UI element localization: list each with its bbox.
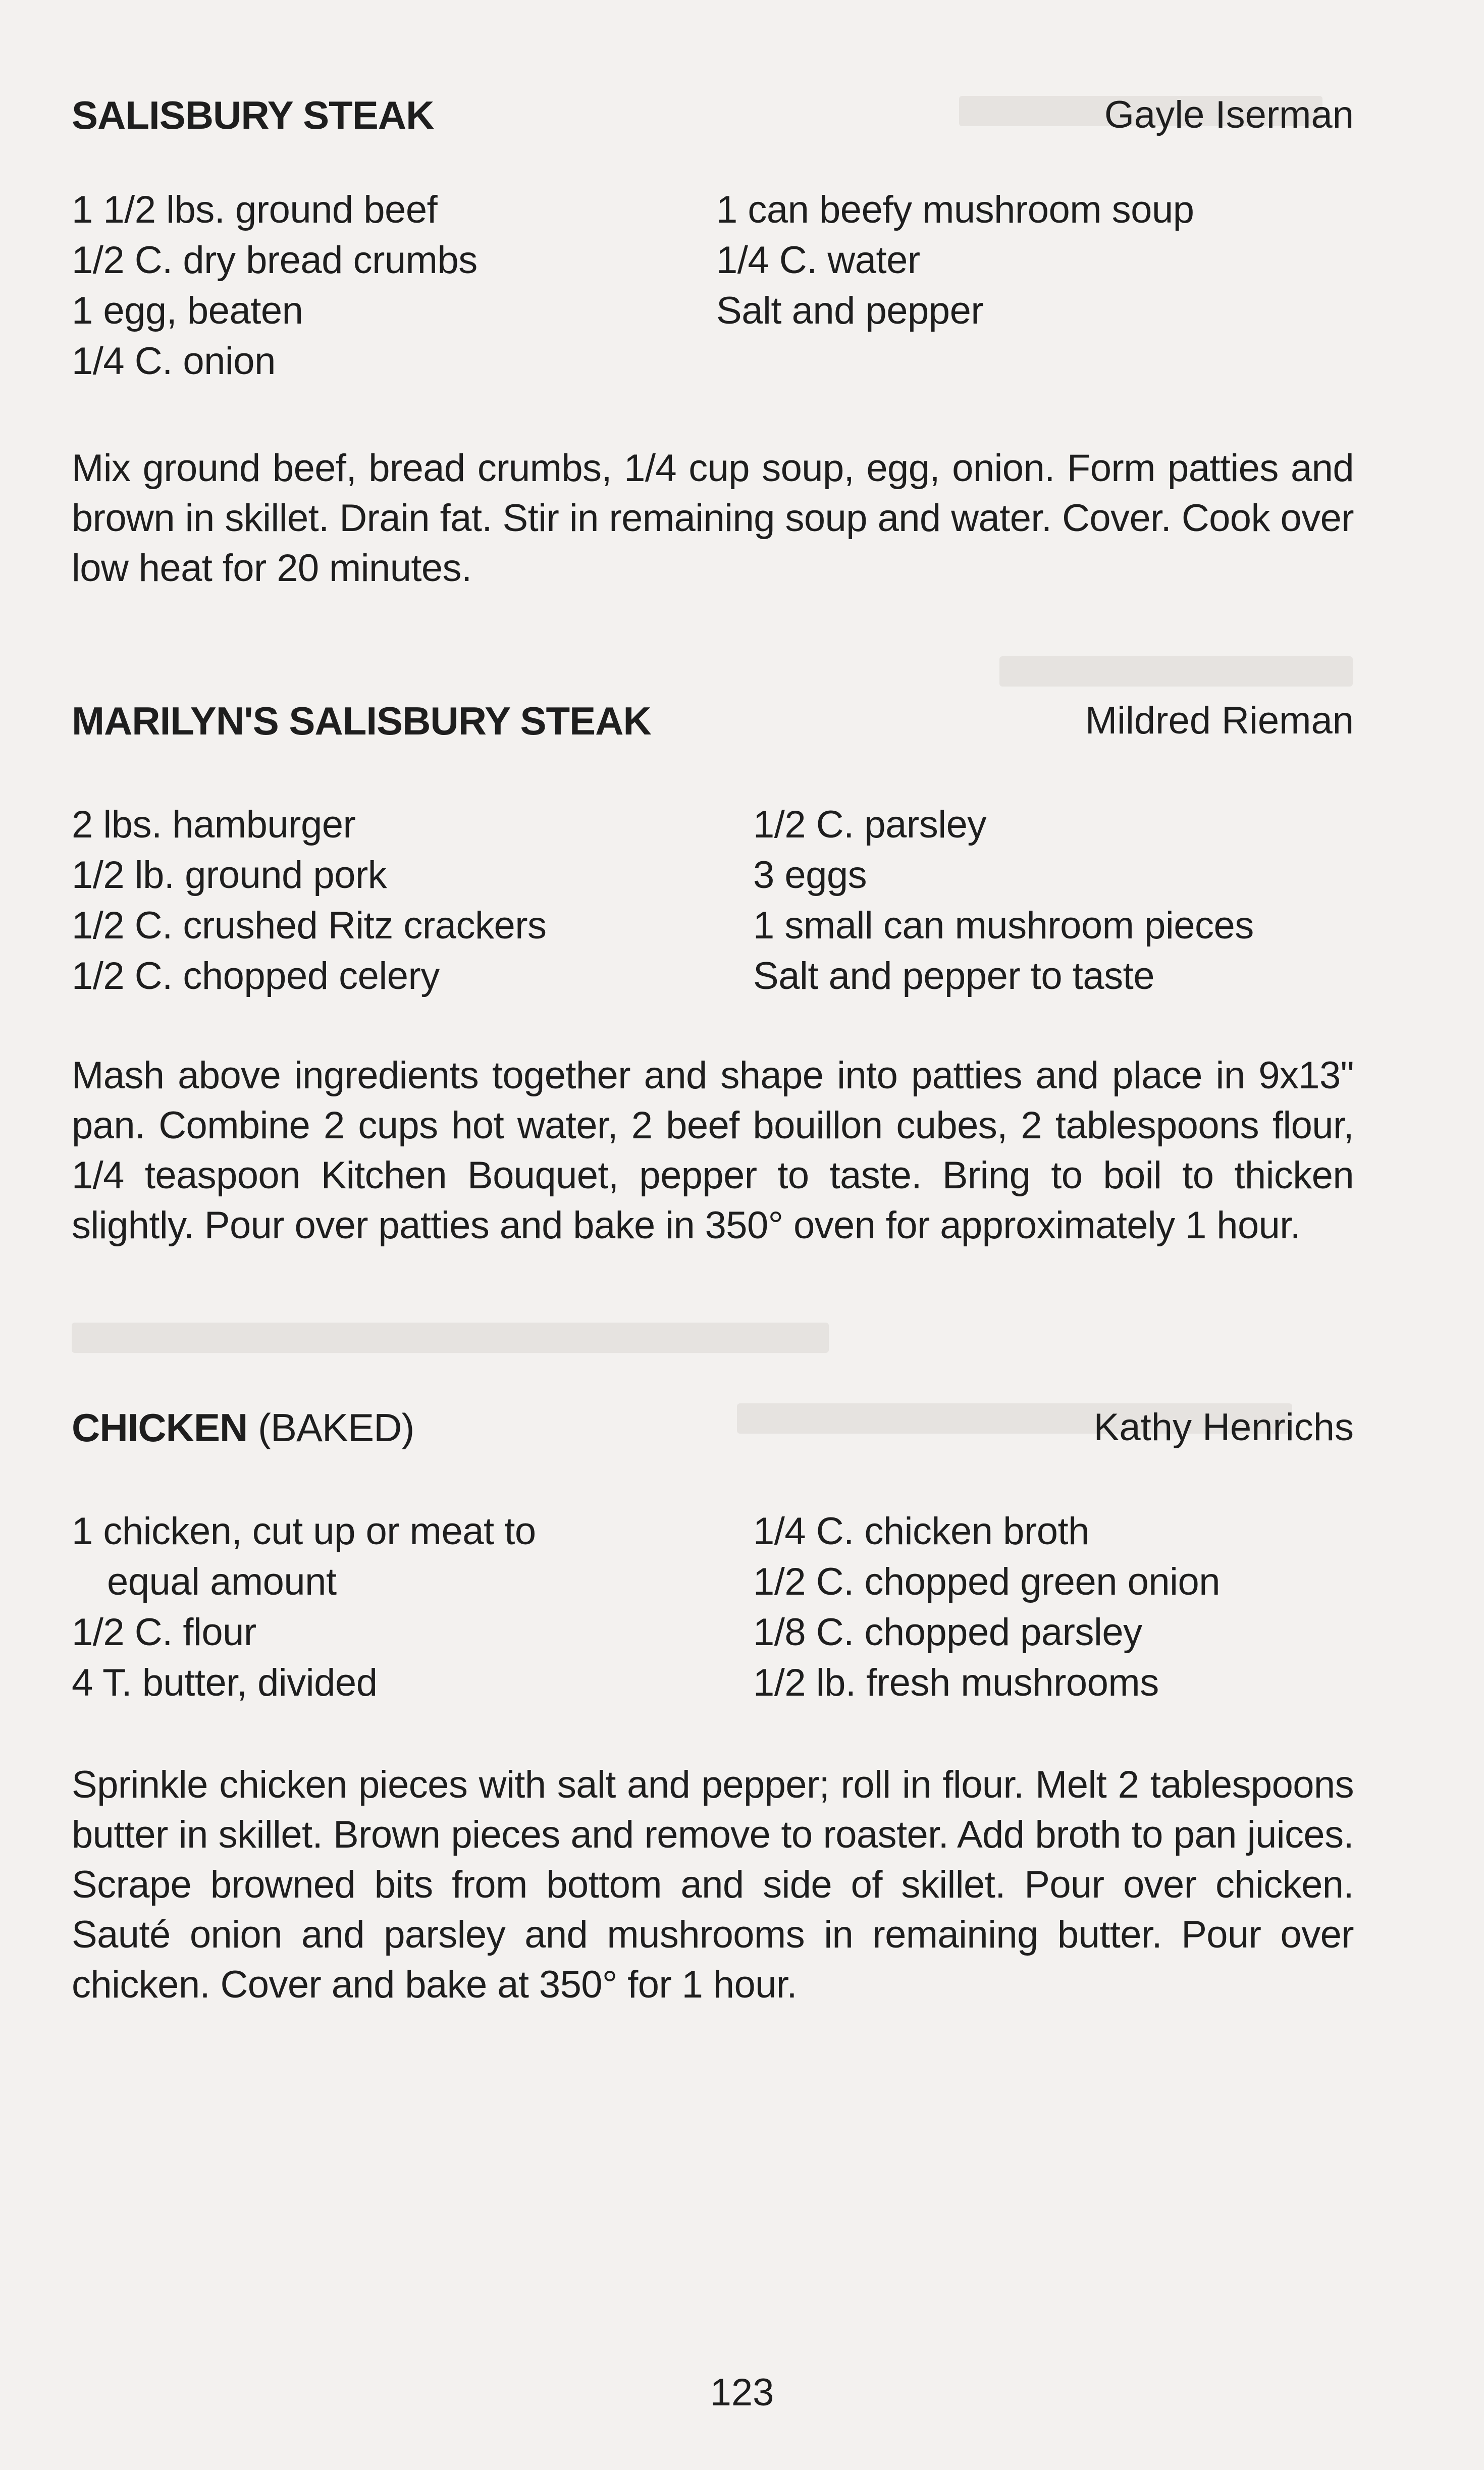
recipe-directions: Mash above ingredients together and shape into patties and place in 9x13" pan. Combine 2 cups hot water, 2 beef bouillon cubes, 2 tablespoons flour, 1/4 teaspoon Kitchen Bouquet, pepper to taste. Bring to boil to thicken slightly. Pour over patties and bake in 350° oven for approximately 1 hour. bbox=[72, 1054, 1354, 1247]
ingredient-item: 1/8 C. chopped parsley bbox=[753, 1611, 1142, 1654]
recipe-header bbox=[72, 696, 1354, 751]
recipe-salisbury-steak bbox=[72, 90, 1354, 590]
ingredient-item: 1 1/2 lbs. ground beef bbox=[72, 188, 438, 231]
ingredients-left-column bbox=[72, 1506, 536, 1708]
bleed-through-mark bbox=[72, 1323, 829, 1353]
ingredient-item-continuation: equal amount bbox=[107, 1560, 337, 1603]
ingredient-item: 1/2 C. dry bread crumbs bbox=[72, 239, 478, 282]
ingredients-right-column bbox=[716, 185, 1194, 336]
recipe-header bbox=[72, 1402, 1354, 1458]
page-number: 123 bbox=[710, 2371, 774, 2414]
ingredient-item: Salt and pepper bbox=[716, 289, 984, 332]
ingredient-item: 1/4 C. water bbox=[716, 239, 920, 282]
ingredient-item: 1/2 C. parsley bbox=[753, 803, 986, 846]
ingredient-item: 1 small can mushroom pieces bbox=[753, 904, 1254, 947]
ingredients-left-column bbox=[72, 800, 547, 1002]
ingredient-item: 1/2 C. chopped celery bbox=[72, 955, 440, 997]
ingredient-item: 1/4 C. onion bbox=[72, 340, 276, 383]
ingredients-right-column bbox=[753, 1506, 1220, 1708]
ingredient-item: 1 egg, beaten bbox=[72, 289, 303, 332]
recipe-header bbox=[72, 90, 1354, 145]
recipe-author: Mildred Rieman bbox=[1085, 699, 1354, 742]
bleed-through-mark bbox=[999, 656, 1353, 687]
recipe-title: SALISBURY STEAK bbox=[72, 93, 434, 137]
recipe-author: Kathy Henrichs bbox=[1093, 1406, 1354, 1449]
ingredient-item: 2 lbs. hamburger bbox=[72, 803, 356, 846]
recipe-directions: Sprinkle chicken pieces with salt and pepper; roll in flour. Melt 2 tablespoons butter in skillet. Brown pieces and remove to roaster. Add broth to pan juices. Scrape browned bits from bottom and side of skillet. Pour over chicken. Sauté onion and parsley and mushrooms in remaining butter. Pour over chicken. Cover and bake at 350° for 1 hour. bbox=[72, 1763, 1354, 2006]
recipe-title-suffix: (BAKED) bbox=[258, 1405, 414, 1450]
ingredient-item: 1 can beefy mushroom soup bbox=[716, 188, 1194, 231]
recipe-title: CHICKEN (BAKED) bbox=[72, 1405, 414, 1450]
ingredient-item: Salt and pepper to taste bbox=[753, 955, 1155, 997]
ingredient-item: 1/4 C. chicken broth bbox=[753, 1510, 1089, 1553]
recipe-author: Gayle Iserman bbox=[1104, 93, 1354, 136]
ingredient-item: 1 chicken, cut up or meat to bbox=[72, 1510, 536, 1553]
ingredients-left-column bbox=[72, 185, 478, 387]
ingredient-item: 1/2 C. crushed Ritz crackers bbox=[72, 904, 547, 947]
recipe-directions: Mix ground beef, bread crumbs, 1/4 cup soup, egg, onion. Form patties and brown in skillet. Drain fat. Stir in remaining soup and water. Cover. Cook over low heat for 20 minutes. bbox=[72, 447, 1354, 590]
ingredients-right-column bbox=[753, 800, 1254, 1002]
ingredient-item: 1/2 lb. fresh mushrooms bbox=[753, 1661, 1159, 1704]
recipe-chicken-baked bbox=[72, 1402, 1354, 2006]
recipe-marilyns-salisbury-steak bbox=[72, 696, 1354, 1247]
ingredient-item: 1/2 lb. ground pork bbox=[72, 854, 387, 897]
ingredient-item: 1/2 C. flour bbox=[72, 1611, 256, 1654]
ingredient-item: 3 eggs bbox=[753, 854, 867, 897]
ingredient-item: 4 T. butter, divided bbox=[72, 1661, 378, 1704]
recipe-title: MARILYN'S SALISBURY STEAK bbox=[72, 699, 651, 743]
ingredient-item: 1/2 C. chopped green onion bbox=[753, 1560, 1221, 1603]
